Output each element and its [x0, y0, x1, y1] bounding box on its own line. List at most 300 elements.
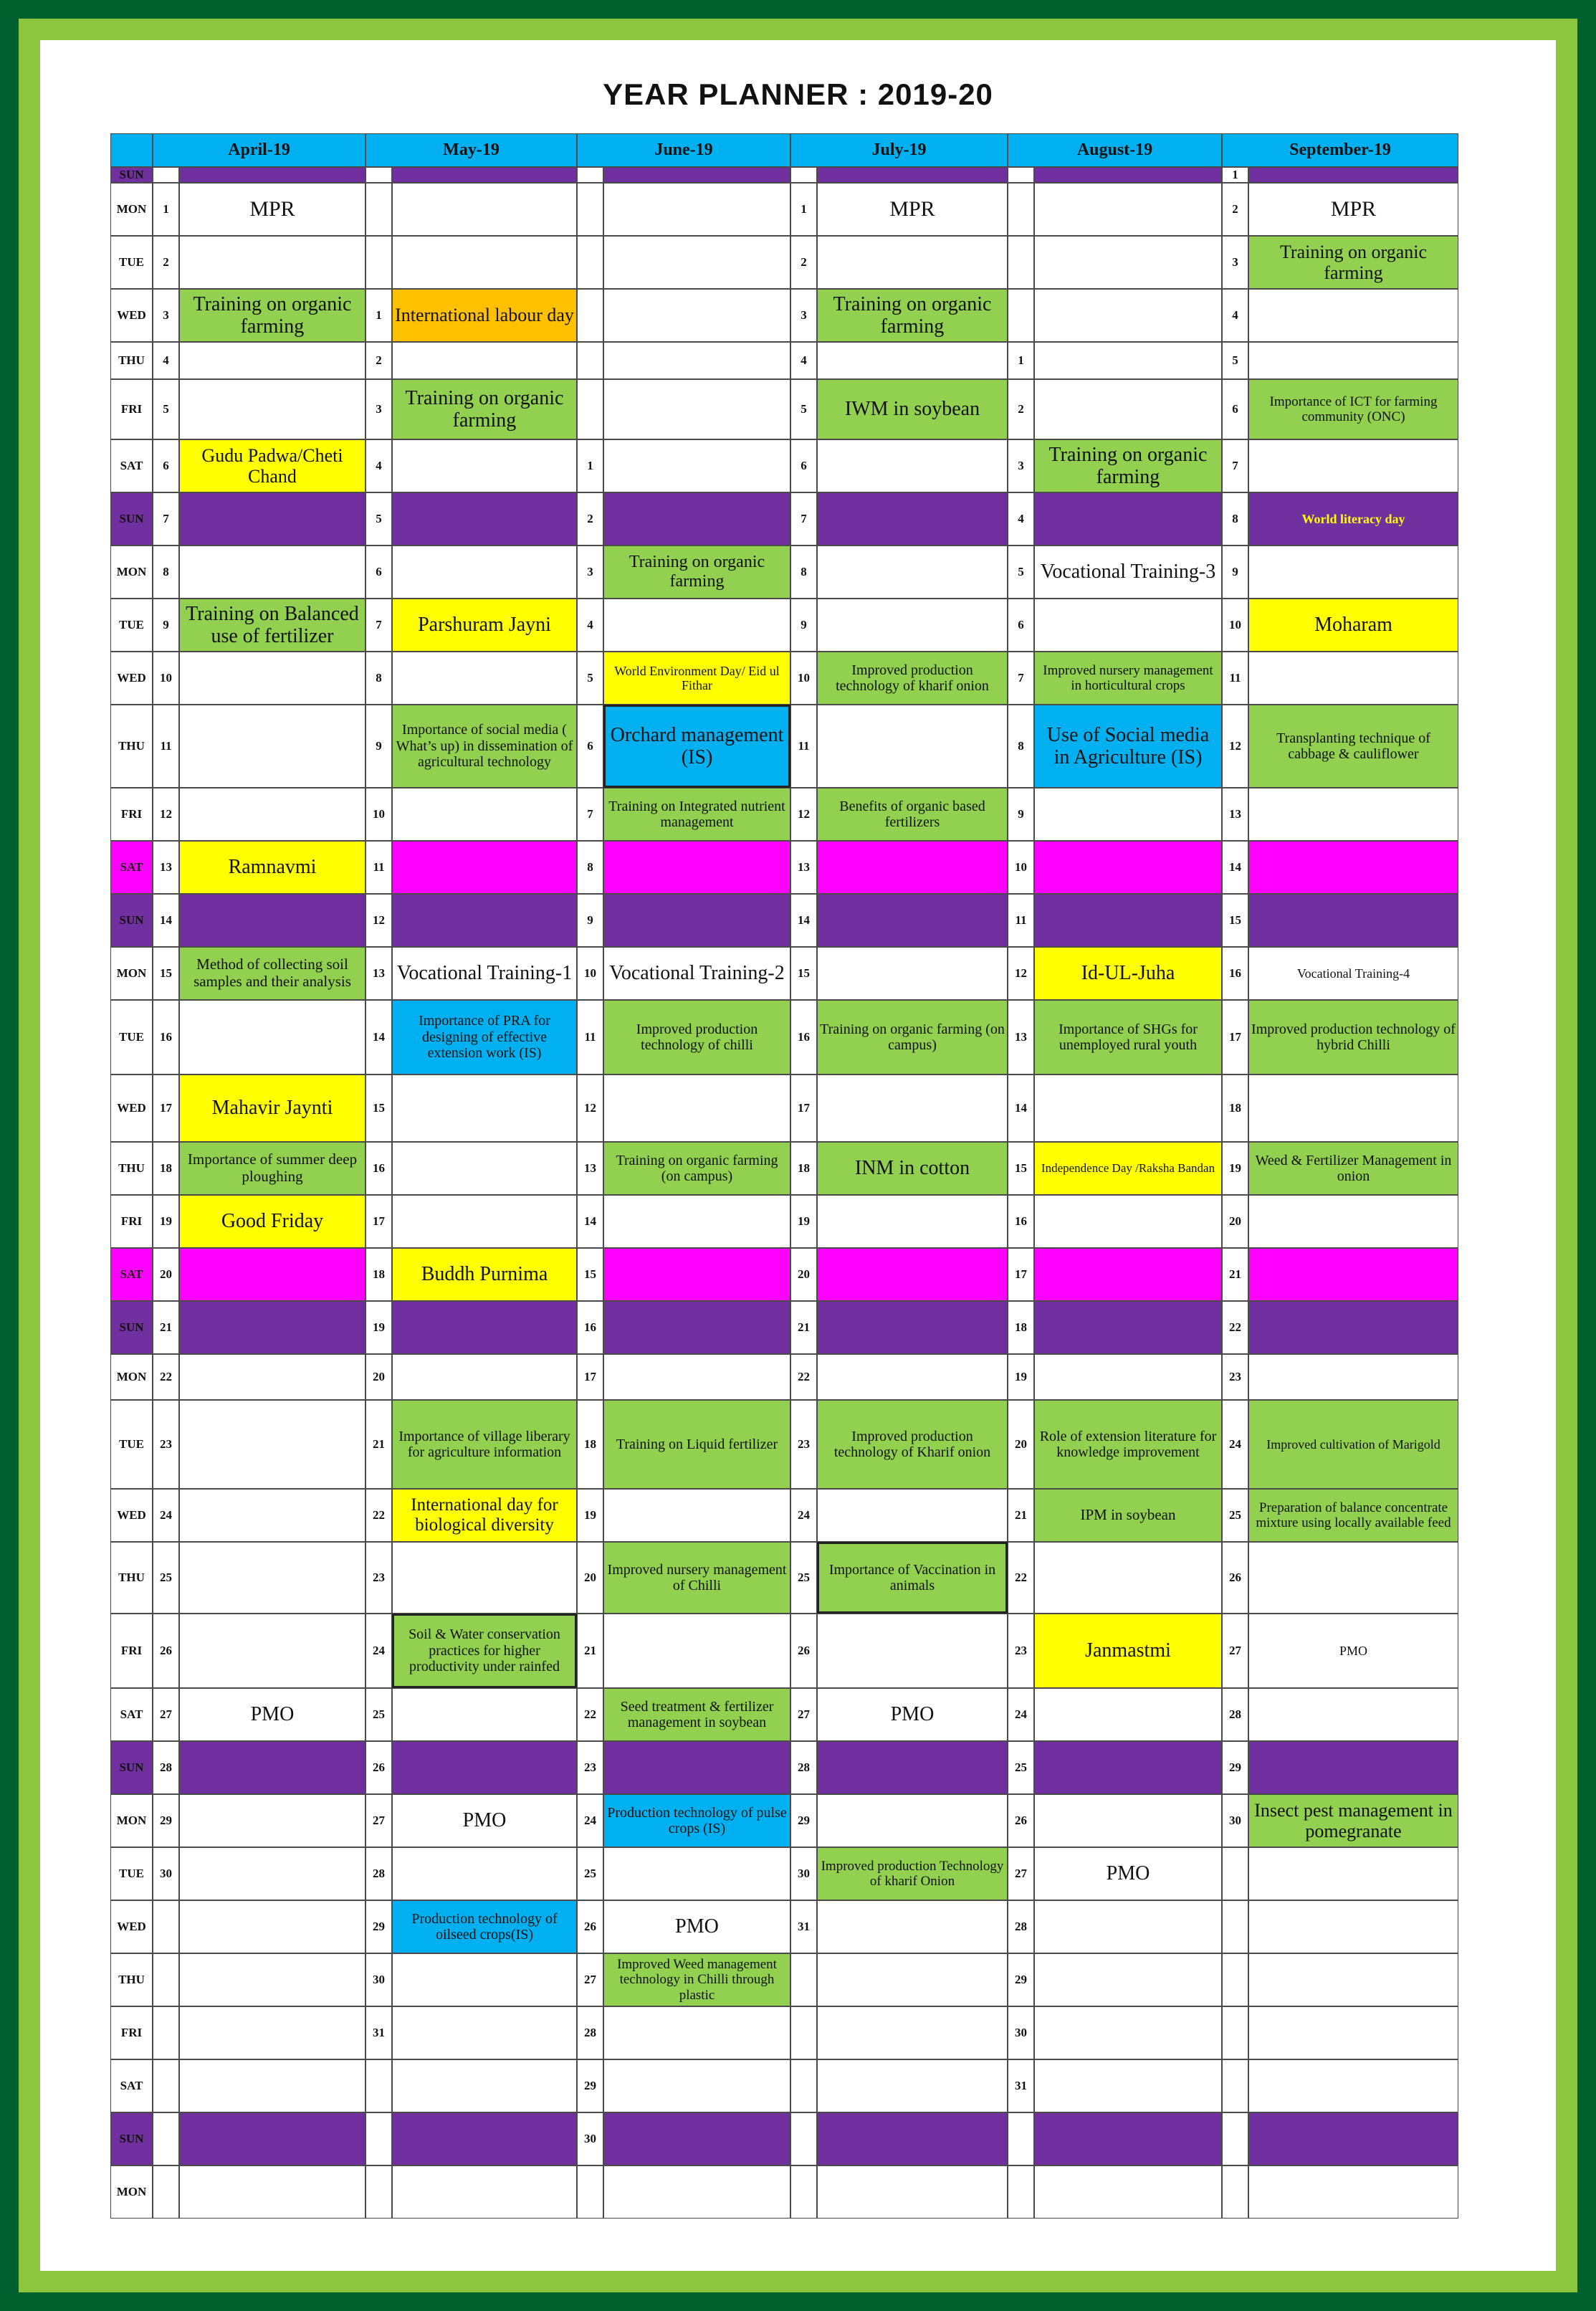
- event-cell: [1034, 2006, 1222, 2059]
- date-number: 1: [365, 289, 392, 342]
- day-label: FRI: [110, 379, 153, 439]
- date-number: 30: [1008, 2006, 1034, 2059]
- event-cell: [1034, 1542, 1222, 1614]
- date-number: 12: [365, 894, 392, 947]
- date-number: 25: [1008, 1741, 1034, 1794]
- event-cell: [603, 1741, 790, 1794]
- date-number: [577, 183, 603, 236]
- date-number: 4: [577, 599, 603, 652]
- date-number: 13: [790, 841, 817, 894]
- date-number: 22: [1008, 1542, 1034, 1614]
- date-number: 7: [577, 788, 603, 841]
- event-cell: [603, 289, 790, 342]
- calendar-event: IPM in soybean: [1034, 1489, 1222, 1542]
- event-cell: [603, 1195, 790, 1248]
- event-cell: [603, 1301, 790, 1354]
- event-cell: [817, 841, 1008, 894]
- date-number: 3: [790, 289, 817, 342]
- calendar-event: Improved cultivation of Marigold: [1248, 1400, 1458, 1489]
- day-label: SAT: [110, 439, 153, 492]
- calendar-event: PMO: [817, 1688, 1008, 1741]
- event-cell: [603, 2112, 790, 2165]
- date-number: 26: [365, 1741, 392, 1794]
- event-cell: [603, 1354, 790, 1400]
- date-number: [577, 167, 603, 183]
- date-number: 26: [153, 1614, 179, 1688]
- calendar-event: Importance of Vaccination in animals: [817, 1542, 1008, 1614]
- date-number: 5: [365, 492, 392, 545]
- date-number: [1222, 2059, 1248, 2112]
- date-number: 21: [790, 1301, 817, 1354]
- event-cell: [817, 705, 1008, 788]
- event-cell: [1248, 342, 1458, 379]
- date-number: [577, 342, 603, 379]
- event-cell: [1248, 1953, 1458, 2006]
- calendar-event: Vocational Training-4: [1248, 947, 1458, 1000]
- event-cell: [392, 1195, 577, 1248]
- event-cell: [817, 167, 1008, 183]
- calendar-event: Buddh Purnima: [392, 1248, 577, 1301]
- calendar-event: Improved Weed management technology in Chilli through plastic: [603, 1953, 790, 2006]
- calendar-event: International day for biological diversity: [392, 1489, 577, 1542]
- month-header: May-19: [365, 133, 577, 167]
- event-cell: [817, 342, 1008, 379]
- date-number: 29: [577, 2059, 603, 2112]
- calendar-event: Importance of SHGs for unemployed rural youth: [1034, 1000, 1222, 1075]
- date-number: [1222, 1847, 1248, 1900]
- event-cell: [1248, 2059, 1458, 2112]
- calendar-event: Role of extension literature for knowledge improvement: [1034, 1400, 1222, 1489]
- date-number: 20: [365, 1354, 392, 1400]
- calendar-event: IWM in soybean: [817, 379, 1008, 439]
- event-cell: [1034, 1900, 1222, 1953]
- event-cell: [179, 705, 365, 788]
- date-number: [1008, 2165, 1034, 2219]
- date-number: 15: [365, 1075, 392, 1142]
- date-number: 12: [577, 1075, 603, 1142]
- date-number: 1: [577, 439, 603, 492]
- calendar-event: Janmastmi: [1034, 1614, 1222, 1688]
- month-header: April-19: [153, 133, 365, 167]
- date-number: 2: [153, 236, 179, 289]
- date-number: 2: [1222, 183, 1248, 236]
- event-cell: [603, 236, 790, 289]
- event-cell: [817, 1248, 1008, 1301]
- calendar-event: Training on Balanced use of fertilizer: [179, 599, 365, 652]
- event-cell: [392, 183, 577, 236]
- date-number: 25: [577, 1847, 603, 1900]
- event-cell: [603, 2006, 790, 2059]
- date-number: 21: [1222, 1248, 1248, 1301]
- calendar-event: PMO: [1248, 1614, 1458, 1688]
- date-number: 6: [365, 545, 392, 599]
- date-number: 28: [153, 1741, 179, 1794]
- event-cell: [1034, 236, 1222, 289]
- event-cell: [1034, 1354, 1222, 1400]
- calendar-event: Training on organic farming: [179, 289, 365, 342]
- date-number: 28: [1008, 1900, 1034, 1953]
- event-cell: [179, 1741, 365, 1794]
- event-cell: [603, 599, 790, 652]
- date-number: 7: [1008, 652, 1034, 705]
- calendar-event: Improved production technology of kharif onion: [817, 652, 1008, 705]
- event-cell: [392, 894, 577, 947]
- event-cell: [1034, 1953, 1222, 2006]
- calendar-event: Improved production technology of hybrid Chilli: [1248, 1000, 1458, 1075]
- calendar-event: Improved production technology of chilli: [603, 1000, 790, 1075]
- calendar-event: Soil & Water conservation practices for higher productivity under rainfed: [392, 1614, 577, 1688]
- event-cell: [179, 1489, 365, 1542]
- day-label: WED: [110, 289, 153, 342]
- date-number: 17: [577, 1354, 603, 1400]
- page-title: YEAR PLANNER : 2019-20: [603, 77, 993, 111]
- event-cell: [1034, 2059, 1222, 2112]
- calendar-event: Weed & Fertilizer Management in onion: [1248, 1142, 1458, 1195]
- calendar-event: Preparation of balance concentrate mixture using locally available feed: [1248, 1489, 1458, 1542]
- header-corner: [110, 133, 153, 167]
- event-cell: [1034, 1195, 1222, 1248]
- event-cell: [392, 492, 577, 545]
- date-number: 23: [1008, 1614, 1034, 1688]
- event-cell: [179, 1847, 365, 1900]
- date-number: 15: [790, 947, 817, 1000]
- event-cell: [603, 167, 790, 183]
- event-cell: [1034, 599, 1222, 652]
- calendar-event: Vocational Training-2: [603, 947, 790, 1000]
- date-number: 19: [365, 1301, 392, 1354]
- event-cell: [1248, 439, 1458, 492]
- date-number: 29: [790, 1794, 817, 1847]
- date-number: [577, 289, 603, 342]
- date-number: 4: [790, 342, 817, 379]
- date-number: 22: [365, 1489, 392, 1542]
- date-number: 2: [365, 342, 392, 379]
- calendar-event: MPR: [1248, 183, 1458, 236]
- date-number: 8: [1222, 492, 1248, 545]
- date-number: 24: [153, 1489, 179, 1542]
- day-label: FRI: [110, 1614, 153, 1688]
- event-cell: [1248, 1542, 1458, 1614]
- calendar-event: World literacy day: [1248, 492, 1458, 545]
- event-cell: [1248, 289, 1458, 342]
- date-number: [1222, 2165, 1248, 2219]
- calendar-event: Method of collecting soil samples and their analysis: [179, 947, 365, 1000]
- date-number: 6: [577, 705, 603, 788]
- day-label: MON: [110, 2165, 153, 2219]
- event-cell: [1034, 894, 1222, 947]
- date-number: 19: [1222, 1142, 1248, 1195]
- event-cell: [179, 1354, 365, 1400]
- event-cell: [817, 1301, 1008, 1354]
- date-number: 22: [1222, 1301, 1248, 1354]
- event-cell: [179, 1248, 365, 1301]
- calendar-event: Improved nursery management of Chilli: [603, 1542, 790, 1614]
- calendar-event: INM in cotton: [817, 1142, 1008, 1195]
- date-number: 3: [365, 379, 392, 439]
- event-cell: [179, 1400, 365, 1489]
- date-number: 25: [790, 1542, 817, 1614]
- month-header: June-19: [577, 133, 790, 167]
- date-number: [1222, 2112, 1248, 2165]
- date-number: 22: [153, 1354, 179, 1400]
- date-number: 13: [577, 1142, 603, 1195]
- event-cell: [1248, 788, 1458, 841]
- date-number: 10: [577, 947, 603, 1000]
- date-number: 16: [790, 1000, 817, 1075]
- event-cell: [179, 236, 365, 289]
- date-number: 29: [1008, 1953, 1034, 2006]
- date-number: [790, 2165, 817, 2219]
- date-number: 13: [153, 841, 179, 894]
- event-cell: [1248, 1900, 1458, 1953]
- calendar-event: Importance of social media ( What’s up) in dissemination of agricultural technology: [392, 705, 577, 788]
- date-number: [1008, 289, 1034, 342]
- day-label: WED: [110, 1900, 153, 1953]
- event-cell: [392, 652, 577, 705]
- date-number: 7: [790, 492, 817, 545]
- date-number: [1008, 2112, 1034, 2165]
- date-number: 17: [365, 1195, 392, 1248]
- date-number: [365, 167, 392, 183]
- calendar-event: Seed treatment & fertilizer management in soybean: [603, 1688, 790, 1741]
- date-number: 18: [1008, 1301, 1034, 1354]
- calendar-event: Orchard management (IS): [603, 705, 790, 788]
- date-number: 14: [153, 894, 179, 947]
- event-cell: [1248, 2006, 1458, 2059]
- event-cell: [392, 1301, 577, 1354]
- date-number: 9: [153, 599, 179, 652]
- calendar-event: Insect pest management in pomegranate: [1248, 1794, 1458, 1847]
- date-number: 13: [1222, 788, 1248, 841]
- date-number: 1: [1222, 167, 1248, 183]
- event-cell: [817, 1075, 1008, 1142]
- event-cell: [603, 1248, 790, 1301]
- calendar-event: Training on organic farming: [1034, 439, 1222, 492]
- date-number: 26: [1008, 1794, 1034, 1847]
- date-number: 14: [1008, 1075, 1034, 1142]
- event-cell: [392, 1354, 577, 1400]
- calendar-event: International labour day: [392, 289, 577, 342]
- calendar-event: Importance of summer deep ploughing: [179, 1142, 365, 1195]
- day-label: THU: [110, 1142, 153, 1195]
- event-cell: [817, 1794, 1008, 1847]
- event-cell: [179, 1542, 365, 1614]
- date-number: 24: [790, 1489, 817, 1542]
- event-cell: [1248, 2165, 1458, 2219]
- date-number: [153, 2006, 179, 2059]
- event-cell: [179, 167, 365, 183]
- day-label: WED: [110, 1489, 153, 1542]
- date-number: 20: [1222, 1195, 1248, 1248]
- calendar-event: Production technology of pulse crops (IS): [603, 1794, 790, 1847]
- date-number: [365, 236, 392, 289]
- date-number: 16: [1008, 1195, 1034, 1248]
- date-number: 16: [577, 1301, 603, 1354]
- date-number: 11: [365, 841, 392, 894]
- event-cell: [179, 2112, 365, 2165]
- date-number: [577, 236, 603, 289]
- event-cell: [603, 1075, 790, 1142]
- event-cell: [1034, 2112, 1222, 2165]
- date-number: 8: [153, 545, 179, 599]
- date-number: 18: [365, 1248, 392, 1301]
- date-number: 10: [1222, 599, 1248, 652]
- date-number: 30: [577, 2112, 603, 2165]
- day-label: TUE: [110, 1000, 153, 1075]
- date-number: [153, 1900, 179, 1953]
- date-number: 28: [790, 1741, 817, 1794]
- event-cell: [179, 1794, 365, 1847]
- calendar-event: Ramnavmi: [179, 841, 365, 894]
- date-number: [365, 183, 392, 236]
- date-number: 31: [790, 1900, 817, 1953]
- date-number: 25: [153, 1542, 179, 1614]
- date-number: 5: [1008, 545, 1034, 599]
- event-cell: [179, 1614, 365, 1688]
- day-label: MON: [110, 947, 153, 1000]
- calendar-event: Vocational Training-3: [1034, 545, 1222, 599]
- date-number: 19: [790, 1195, 817, 1248]
- calendar-event: Gudu Padwa/Cheti Chand: [179, 439, 365, 492]
- date-number: 23: [1222, 1354, 1248, 1400]
- event-cell: [603, 894, 790, 947]
- event-cell: [603, 379, 790, 439]
- date-number: 28: [577, 2006, 603, 2059]
- date-number: 23: [577, 1741, 603, 1794]
- date-number: [153, 2059, 179, 2112]
- date-number: [577, 2165, 603, 2219]
- calendar-event: Training on organic farming: [817, 289, 1008, 342]
- calendar-event: Use of Social media in Agriculture (IS): [1034, 705, 1222, 788]
- date-number: 18: [790, 1142, 817, 1195]
- date-number: 23: [153, 1400, 179, 1489]
- day-label: SUN: [110, 2112, 153, 2165]
- event-cell: [392, 342, 577, 379]
- date-number: [153, 1953, 179, 2006]
- date-number: 27: [365, 1794, 392, 1847]
- date-number: 31: [1008, 2059, 1034, 2112]
- date-number: 23: [790, 1400, 817, 1489]
- date-number: 25: [1222, 1489, 1248, 1542]
- event-cell: [392, 1075, 577, 1142]
- date-number: 6: [1222, 379, 1248, 439]
- date-number: 1: [1008, 342, 1034, 379]
- day-label: SUN: [110, 167, 153, 183]
- date-number: 3: [1008, 439, 1034, 492]
- date-number: 1: [153, 183, 179, 236]
- date-number: 7: [153, 492, 179, 545]
- event-cell: [392, 2059, 577, 2112]
- day-label: TUE: [110, 1847, 153, 1900]
- date-number: 20: [1008, 1400, 1034, 1489]
- date-number: 3: [153, 289, 179, 342]
- event-cell: [179, 1953, 365, 2006]
- day-label: THU: [110, 1542, 153, 1614]
- date-number: 19: [577, 1489, 603, 1542]
- day-label: THU: [110, 705, 153, 788]
- date-number: 7: [365, 599, 392, 652]
- event-cell: [1248, 167, 1458, 183]
- date-number: [1008, 236, 1034, 289]
- event-cell: [1034, 342, 1222, 379]
- event-cell: [179, 2006, 365, 2059]
- event-cell: [392, 167, 577, 183]
- date-number: [1222, 1900, 1248, 1953]
- date-number: [577, 379, 603, 439]
- day-label: MON: [110, 1794, 153, 1847]
- event-cell: [179, 492, 365, 545]
- calendar-event: Improved production Technology of kharif Onion: [817, 1847, 1008, 1900]
- calendar-event: PMO: [392, 1794, 577, 1847]
- calendar-event: Vocational Training-1: [392, 947, 577, 1000]
- date-number: 9: [577, 894, 603, 947]
- calendar-event: Improved nursery management in horticultural crops: [1034, 652, 1222, 705]
- event-cell: [817, 1195, 1008, 1248]
- date-number: [153, 2112, 179, 2165]
- calendar-event: Training on organic farming: [392, 379, 577, 439]
- date-number: 16: [365, 1142, 392, 1195]
- date-number: 28: [1222, 1688, 1248, 1741]
- date-number: 20: [790, 1248, 817, 1301]
- event-cell: [817, 439, 1008, 492]
- date-number: 19: [153, 1195, 179, 1248]
- event-cell: [817, 2112, 1008, 2165]
- date-number: 15: [153, 947, 179, 1000]
- event-cell: [392, 1142, 577, 1195]
- date-number: 3: [1222, 236, 1248, 289]
- date-number: [790, 2112, 817, 2165]
- event-cell: [817, 492, 1008, 545]
- date-number: 4: [365, 439, 392, 492]
- event-cell: [1248, 1248, 1458, 1301]
- event-cell: [1248, 894, 1458, 947]
- day-label: SUN: [110, 1741, 153, 1794]
- day-label: SAT: [110, 2059, 153, 2112]
- event-cell: [179, 1301, 365, 1354]
- event-cell: [1248, 1075, 1458, 1142]
- date-number: 6: [153, 439, 179, 492]
- date-number: 11: [1222, 652, 1248, 705]
- date-number: 12: [153, 788, 179, 841]
- date-number: 26: [790, 1614, 817, 1688]
- day-label: FRI: [110, 2006, 153, 2059]
- event-cell: [1248, 1301, 1458, 1354]
- calendar-event: PMO: [179, 1688, 365, 1741]
- event-cell: [817, 1953, 1008, 2006]
- date-number: 20: [577, 1542, 603, 1614]
- date-number: 30: [153, 1847, 179, 1900]
- date-number: 18: [577, 1400, 603, 1489]
- event-cell: [817, 2059, 1008, 2112]
- date-number: 15: [1008, 1142, 1034, 1195]
- date-number: [790, 167, 817, 183]
- event-cell: [1034, 1741, 1222, 1794]
- calendar-event: Independence Day /Raksha Bandan: [1034, 1142, 1222, 1195]
- event-cell: [392, 1741, 577, 1794]
- event-cell: [392, 1542, 577, 1614]
- event-cell: [603, 2165, 790, 2219]
- event-cell: [603, 2059, 790, 2112]
- date-number: 10: [153, 652, 179, 705]
- date-number: 7: [1222, 439, 1248, 492]
- date-number: 27: [1008, 1847, 1034, 1900]
- calendar-event: Good Friday: [179, 1195, 365, 1248]
- day-label: THU: [110, 342, 153, 379]
- date-number: 17: [790, 1075, 817, 1142]
- event-cell: [817, 599, 1008, 652]
- date-number: 24: [1008, 1688, 1034, 1741]
- date-number: 18: [1222, 1075, 1248, 1142]
